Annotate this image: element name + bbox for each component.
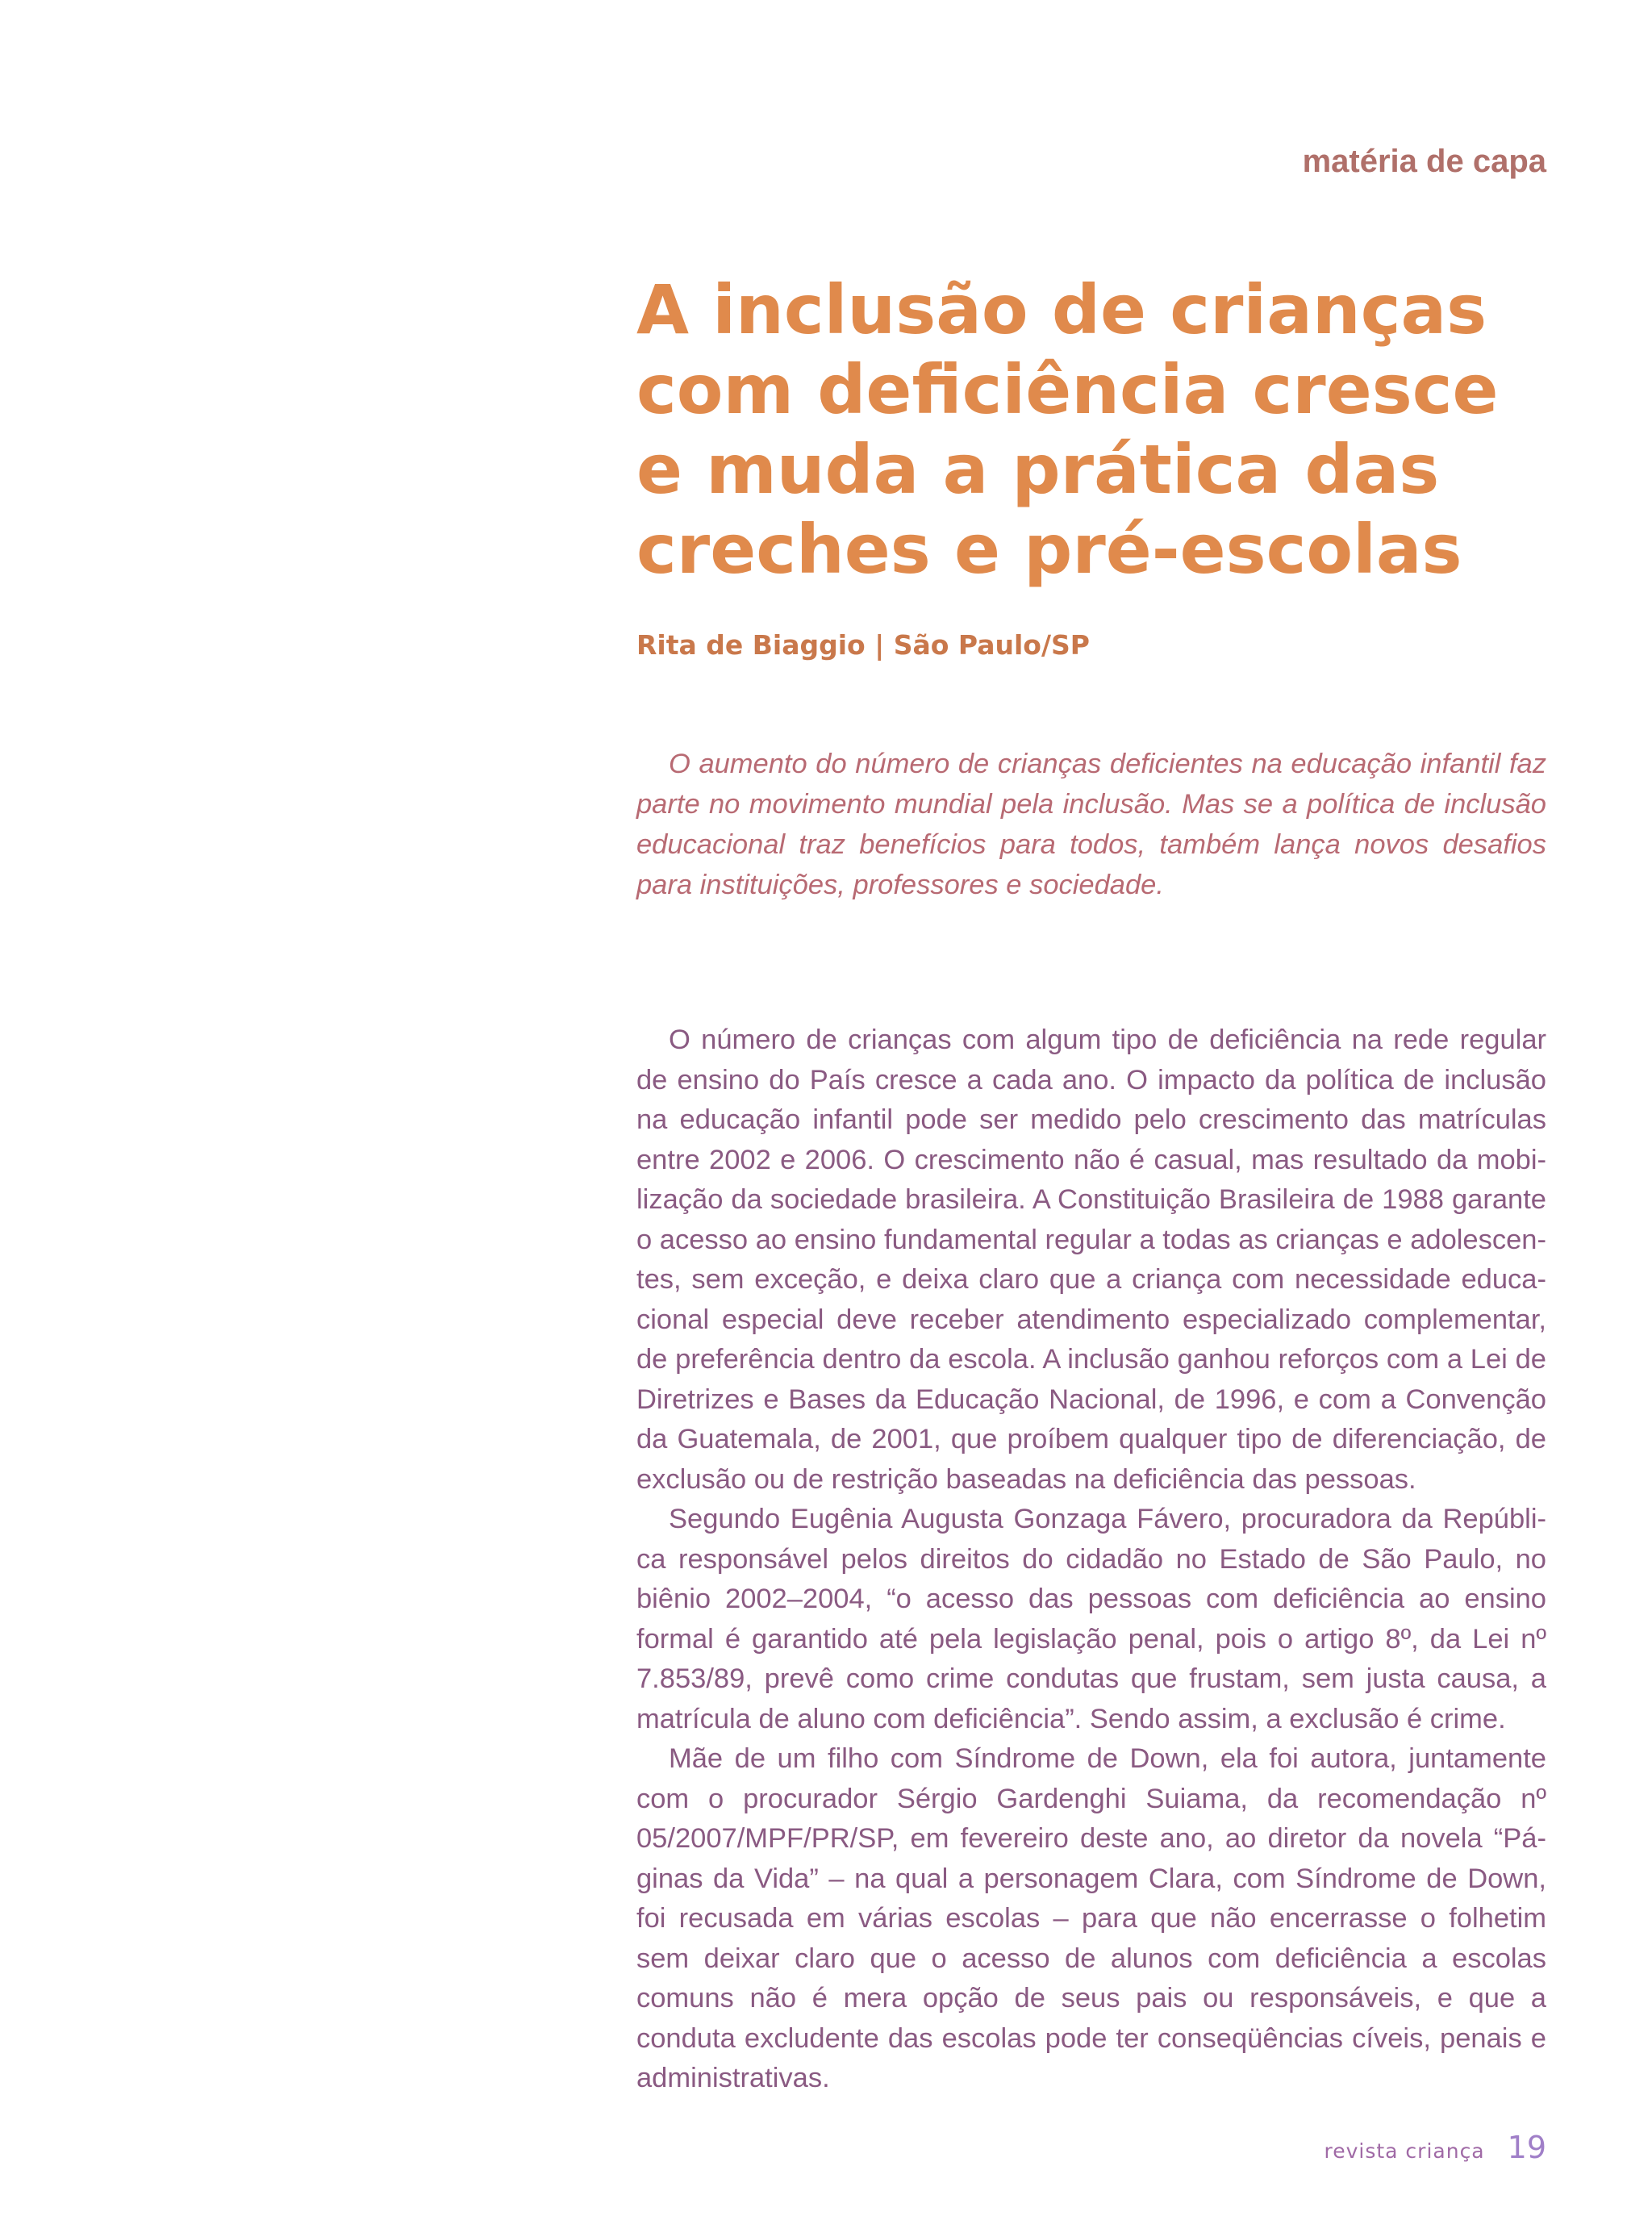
title-line: A inclusão de crianças <box>636 270 1487 349</box>
title-line: creches e pré-escolas <box>636 510 1462 589</box>
section-label: matéria de capa <box>1302 144 1546 179</box>
title-line: e muda a prática das <box>636 430 1440 509</box>
article-title <box>636 270 1588 590</box>
body-paragraph: Mãe de um filho com Síndrome de Down, ela foi autora, juntamente com o procurador Sérgio Gardenghi Suiama, da recomendação nº 05/2007/MPF/PR/SP, em fevereiro deste ano, ao diretor da novela “Páginas da Vida” – na qual a personagem Clara, com Síndrome de Down, foi recusada em várias escolas – para que não encerrasse o folhetim sem deixar claro que o acesso de alunos com deficiência a escolas comuns não é mera opção de seus pais ou responsáveis, e que a conduta excludente das escolas pode ter conseqüências cíveis, penais e administrativas. <box>636 1743 1546 2093</box>
title-line: com deficiência cresce <box>636 350 1499 429</box>
body-paragraph: O número de crianças com algum tipo de deficiência na rede regular de ensino do País cresce a cada ano. O impacto da política de inclusão na educação infantil pode ser medido pelo crescimento das matrículas entre 2002 e 2006. O crescimento não é casual, mas resultado da mobilização da sociedade brasileira. A Constituição Brasileira de 1988 garante o acesso ao ensino fundamental regular a todas as crianças e adolescentes, sem exceção, e deixa claro que a criança com necessidade educacional especial deve receber atendimento especializado complementar, de preferência dentro da escola. A inclusão ganhou reforços com a Lei de Diretrizes e Bases da Educação Nacional, de 1996, e com a Convenção da Guatemala, de 2001, que proíbem qualquer tipo de diferenciação, de exclusão ou de restrição baseadas na deficiência das pessoas. <box>636 1025 1546 1495</box>
magazine-name: revista criança <box>1324 2139 1485 2163</box>
byline: Rita de Biaggio | São Paulo/SP <box>636 629 1090 661</box>
page-footer <box>1324 2130 1546 2165</box>
page-number: 19 <box>1507 2130 1546 2165</box>
body-paragraph: Segundo Eugênia Augusta Gonzaga Fávero, procuradora da República responsável pelos direitos do cidadão no Estado de São Paulo, no biênio 2002–2004, “o acesso das pessoas com deficiência ao ensino formal é garantido até pela legislação penal, pois o artigo 8º, da Lei nº 7.853/89, prevê como crime condutas que frustam, sem justa causa, a matrícula de aluno com deficiência”. Sendo assim, a exclusão é crime. <box>636 1504 1546 1734</box>
lead-paragraph: O aumento do número de crianças deficientes na educação infantil faz parte no movimento mundial pela inclusão. Mas se a política de inclusão educacional traz benefícios para todos, também lança novos desafios para instituições, professores e sociedade. <box>636 749 1546 900</box>
article-body <box>636 1020 1546 2099</box>
